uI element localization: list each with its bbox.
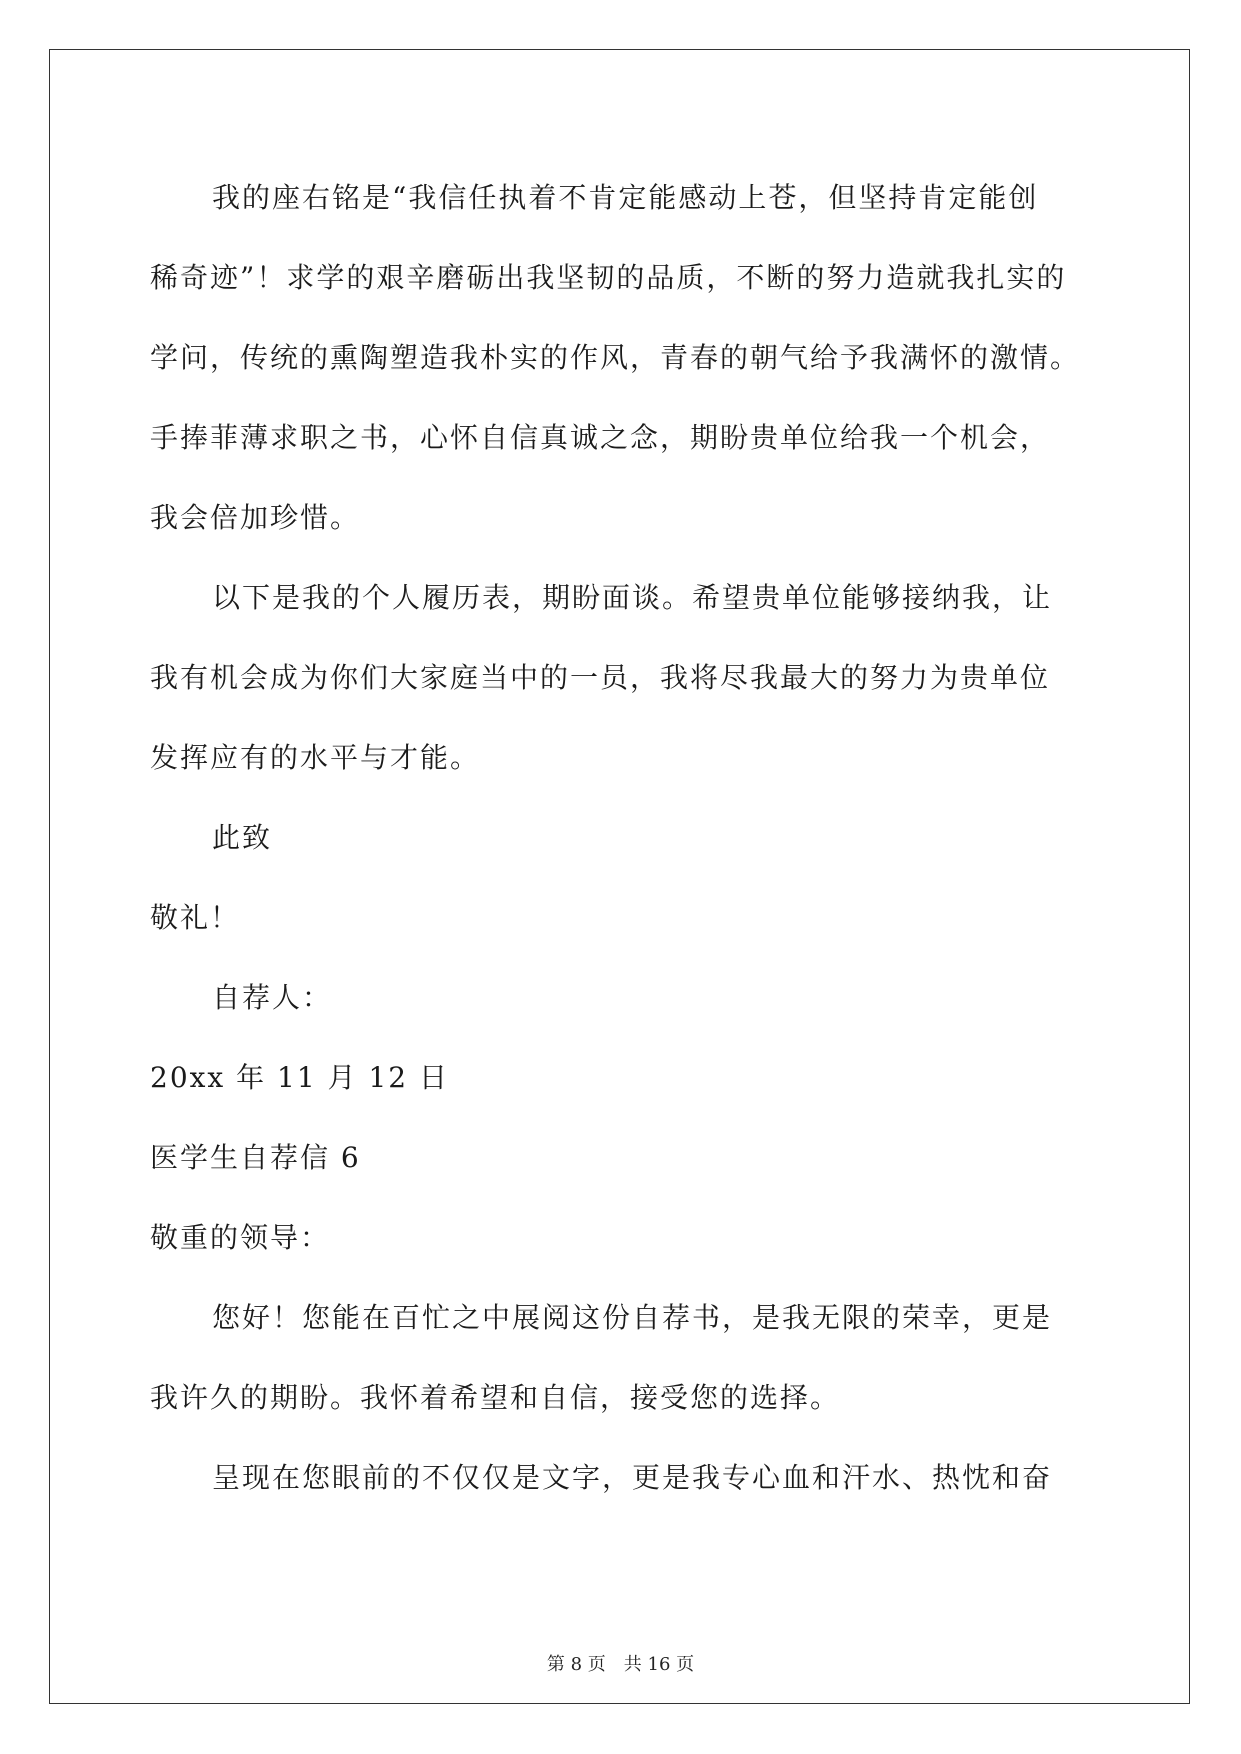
date-line: 20xx 年 11 月 12 日 bbox=[150, 1061, 449, 1094]
paragraph-line: 您好！您能在百忙之中展阅这份自荐书，是我无限的荣幸，更是 bbox=[212, 1301, 1053, 1334]
paragraph-line: 发挥应有的水平与才能。 bbox=[150, 741, 481, 774]
paragraph-line: 稀奇迹”！求学的艰辛磨砺出我坚韧的品质，不断的努力造就我扎实的 bbox=[150, 261, 1067, 294]
paragraph-line: 我的座右铭是“我信任执着不肯定能感动上苍，但坚持肯定能创 bbox=[212, 181, 1039, 214]
closing-salute: 敬礼！ bbox=[150, 901, 241, 934]
section-title: 医学生自荐信 6 bbox=[150, 1141, 361, 1174]
page-footer bbox=[0, 1650, 1241, 1676]
closing-line: 此致 bbox=[212, 821, 273, 854]
paragraph-line: 以下是我的个人履历表，期盼面谈。希望贵单位能够接纳我，让 bbox=[212, 581, 1053, 614]
paragraph-line: 我许久的期盼。我怀着希望和自信，接受您的选择。 bbox=[150, 1381, 841, 1414]
page-number: 第 8 页 bbox=[546, 1654, 606, 1675]
signature-line: 自荐人： bbox=[212, 981, 333, 1014]
page-total: 共 16 页 bbox=[623, 1654, 695, 1675]
document-body bbox=[150, 158, 1090, 1518]
paragraph-line: 我有机会成为你们大家庭当中的一员，我将尽我最大的努力为贵单位 bbox=[150, 661, 1051, 694]
paragraph-line: 手捧菲薄求职之书，心怀自信真诚之念，期盼贵单位给我一个机会， bbox=[150, 421, 1051, 454]
paragraph-line: 我会倍加珍惜。 bbox=[150, 501, 361, 534]
paragraph-line: 呈现在您眼前的不仅仅是文字，更是我专心血和汗水、热忱和奋 bbox=[212, 1461, 1053, 1494]
paragraph-line: 学问，传统的熏陶塑造我朴实的作风，青春的朝气给予我满怀的激情。 bbox=[150, 341, 1081, 374]
salutation: 敬重的领导： bbox=[150, 1221, 331, 1254]
